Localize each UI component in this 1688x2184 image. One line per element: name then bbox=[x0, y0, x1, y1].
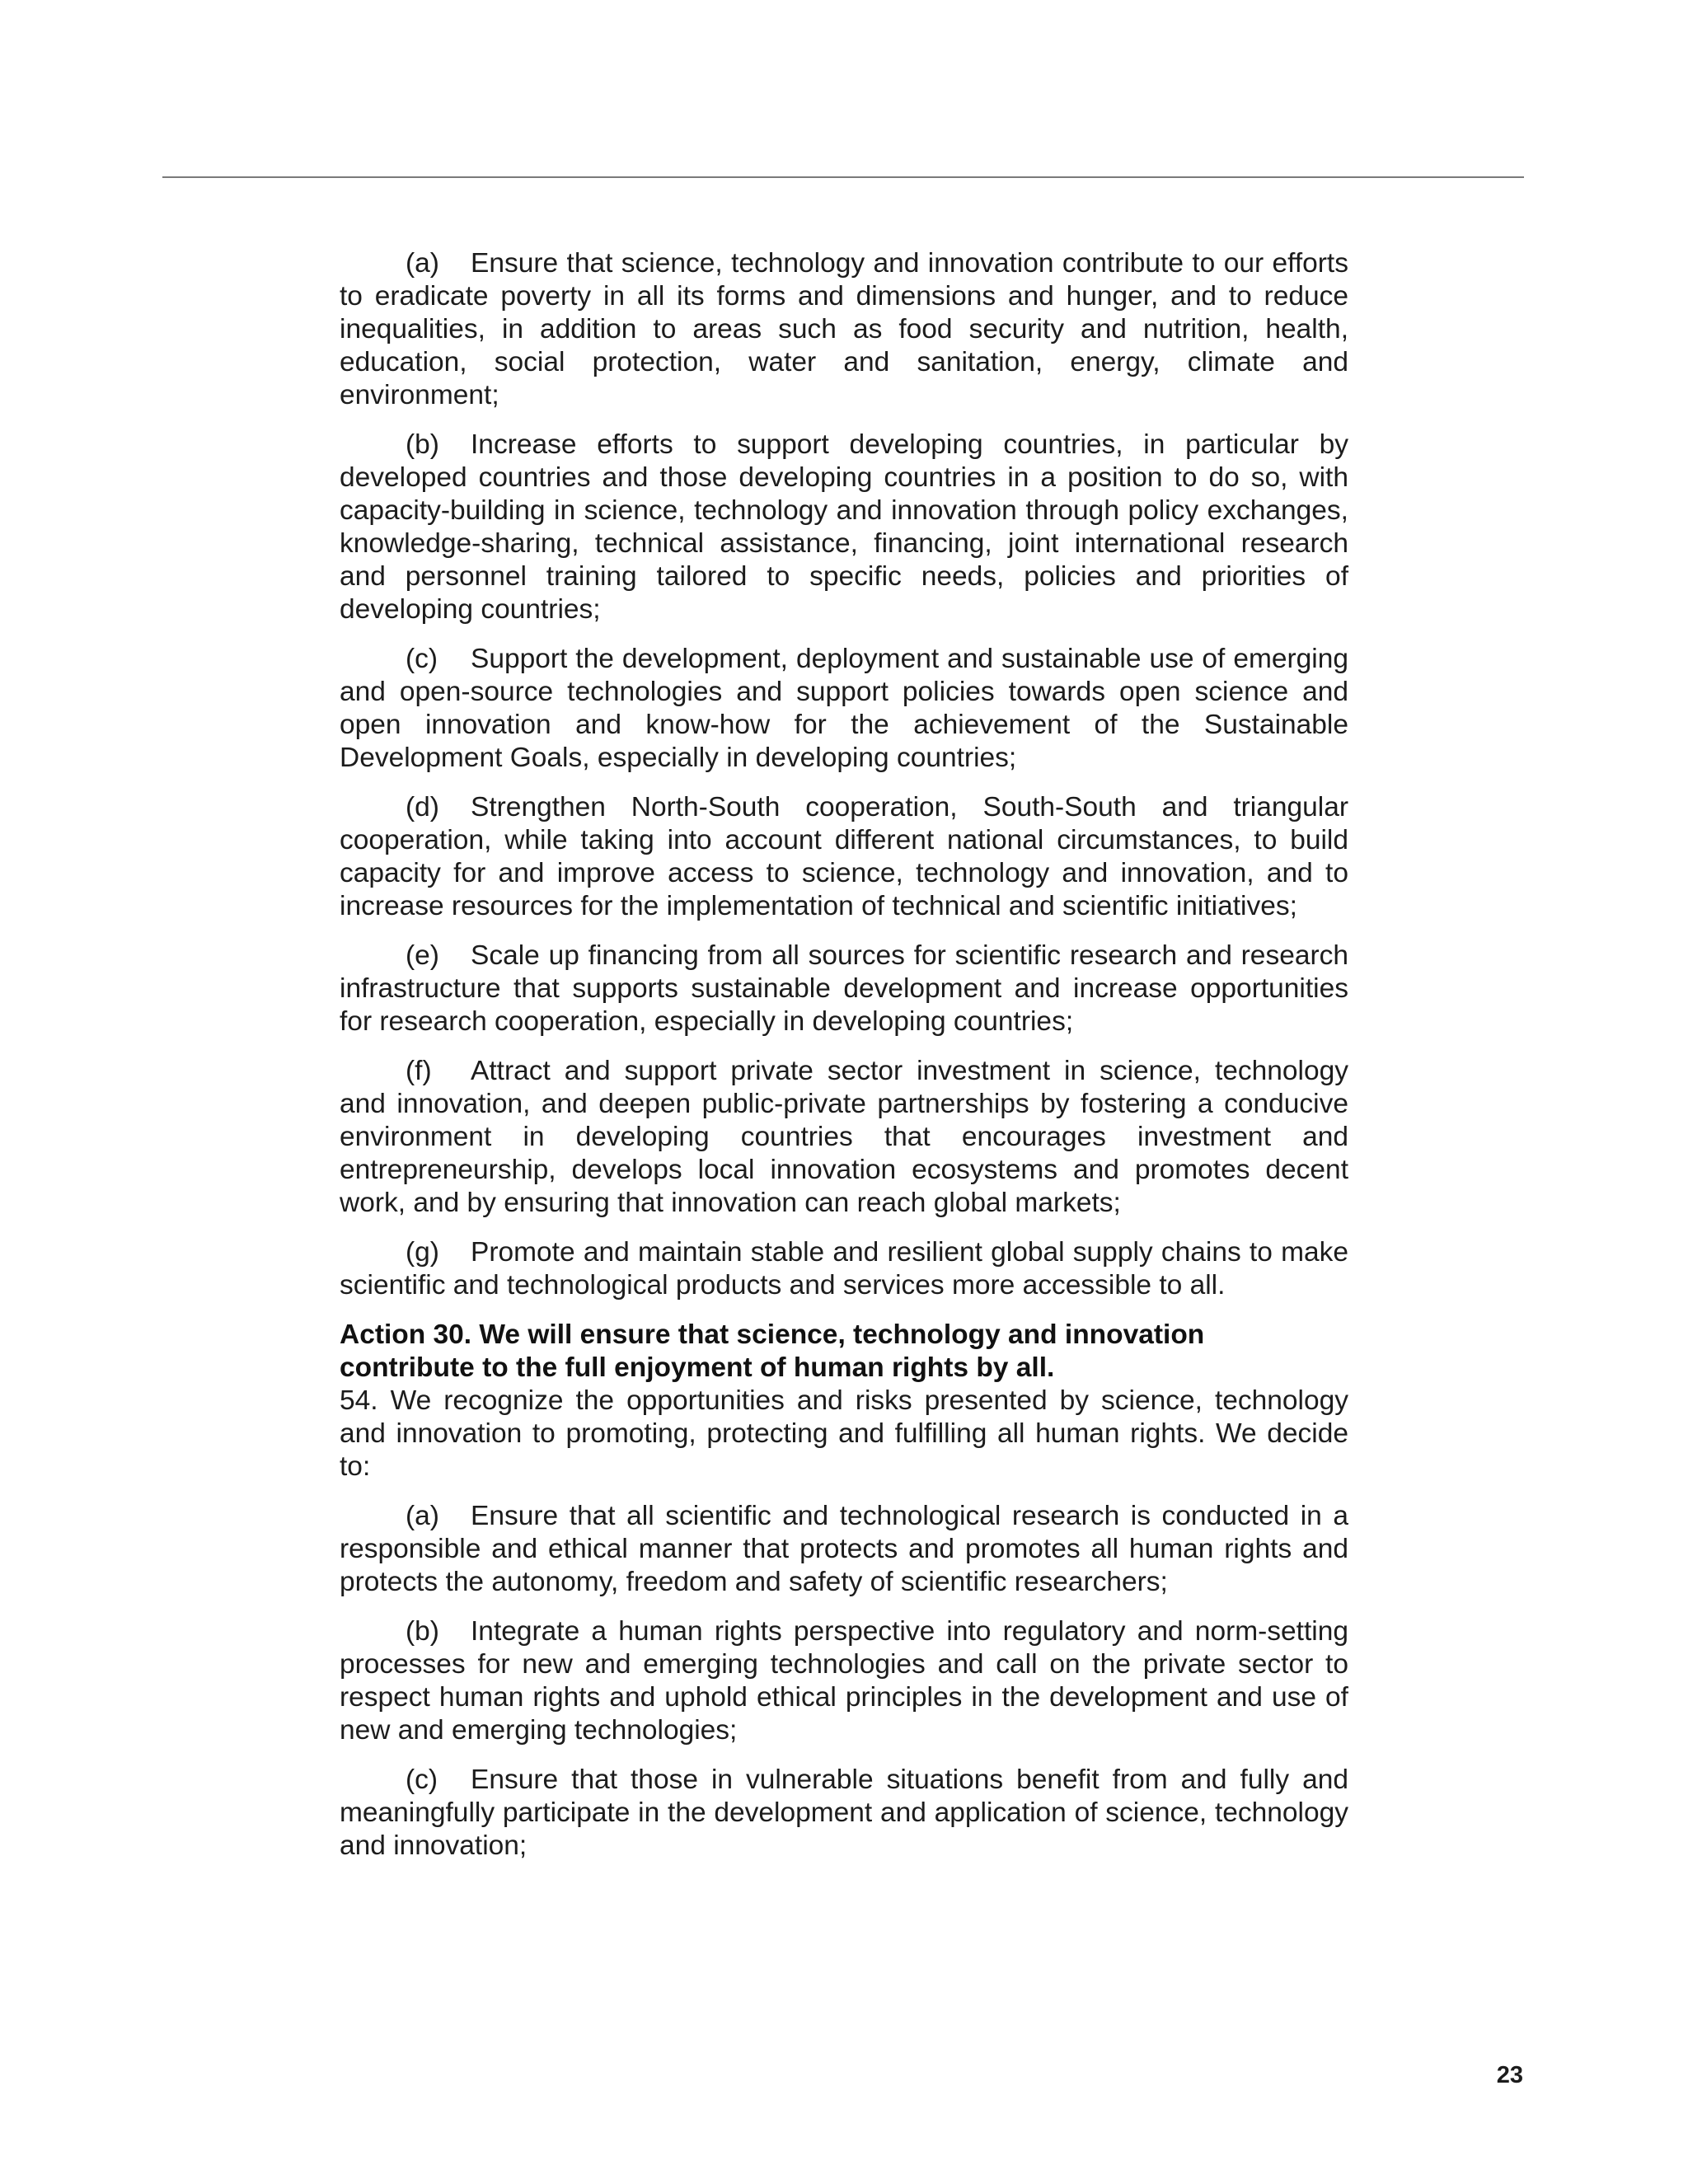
item-text: Integrate a human rights perspective into regulatory and norm-setting processes for new and emerging technologies and call on the private sector to respect human rights and uphold ethical principles in the development and use of new and emerging technologies; bbox=[340, 1616, 1348, 1746]
item-text: Attract and support private sector investment in science, technology and innovation, and deepen public-private partnerships by fostering a conducive environment in developing countries that encourages investment and entrepreneurship, develops local innovation ecosystems and promotes decent work, and by ensuring that innovation can reach global markets; bbox=[340, 1056, 1348, 1218]
action-heading bbox=[340, 1319, 1348, 1385]
item-text: Promote and maintain stable and resilient global supply chains to make scientific and technological products and services more accessible to all. bbox=[340, 1237, 1348, 1301]
list-item: (f) Attract and support private sector investment in science, technology and innovation, and deepen public-private partnerships by fostering a conducive environment in developing countries that encourages investment and entrepreneurship, develops local innovation ecosystems and promotes decent work, and by ensuring that innovation can reach global markets; bbox=[340, 1056, 1348, 1218]
item-text: Ensure that science, technology and innovation contribute to our efforts to eradicate poverty in all its forms and dimensions and hunger, and to reduce inequalities, in addition to areas such as food security and nutrition, health, education, social protection, water and sanitation, energy, climate and environment; bbox=[340, 248, 1348, 410]
list-item: (b) Integrate a human rights perspective into regulatory and norm-setting processes for new and emerging technologies and call on the private sector to respect human rights and uphold ethical principles in the development and use of new and emerging technologies; bbox=[340, 1616, 1348, 1746]
item-text: Ensure that all scientific and technological research is conducted in a responsible and ethical manner that protects and promotes all human rights and protects the autonomy, freedom and safety of scientific researchers; bbox=[340, 1501, 1348, 1597]
list-item: (g) Promote and maintain stable and resilient global supply chains to make scientific and technological products and services more accessible to all. bbox=[340, 1237, 1348, 1301]
page-number: 23 bbox=[1496, 2062, 1523, 2088]
document-body bbox=[340, 247, 1348, 1879]
item-text: Strengthen North-South cooperation, South-South and triangular cooperation, while taking into account different national circumstances, to build capacity for and improve access to science, technology and innovation, and to increase resources for the implementation of technical and scientific initiatives; bbox=[340, 792, 1348, 921]
item-text: Ensure that those in vulnerable situations benefit from and fully and meaningfully participate in the development and application of science, technology and innovation; bbox=[340, 1765, 1348, 1861]
numbered-paragraph: 54. We recognize the opportunities and risks presented by science, technology and innovation to promoting, protecting and fulfilling all human rights. We decide to: bbox=[340, 1385, 1348, 1482]
item-text: Support the development, deployment and sustainable use of emerging and open-source technologies and support policies towards open science and open innovation and know-how for the achievement of the Sustainable Development Goals, especially in developing countries; bbox=[340, 644, 1348, 773]
list-item: (c) Support the development, deployment and sustainable use of emerging and open-source technologies and support policies towards open science and open innovation and know-how for the achievement of the Sustainable Development Goals, especially in developing countries; bbox=[340, 644, 1348, 773]
list-item: (c) Ensure that those in vulnerable situations benefit from and fully and meaningfully participate in the development and application of science, technology and innovation; bbox=[340, 1765, 1348, 1861]
list-item: (e) Scale up financing from all sources for scientific research and research infrastructure that supports sustainable development and increase opportunities for research cooperation, especially in developing countries; bbox=[340, 940, 1348, 1037]
list-item: (a) Ensure that all scientific and technological research is conducted in a responsible and ethical manner that protects and promotes all human rights and protects the autonomy, freedom and safety of scientific researchers; bbox=[340, 1501, 1348, 1597]
header-rule bbox=[162, 176, 1524, 178]
item-text: Increase efforts to support developing countries, in particular by developed countries and those developing countries in a position to do so, with capacity-building in science, technology and innovation through policy exchanges, knowledge-sharing, technical assistance, financing, joint international research and personnel training tailored to specific needs, policies and priorities of developing countries; bbox=[340, 429, 1348, 625]
action-heading-line: contribute to the full enjoyment of human rights by all. bbox=[340, 1352, 1055, 1383]
list-item: (b) Increase efforts to support developing countries, in particular by developed countries and those developing countries in a position to do so, with capacity-building in science, technology and innovation through policy exchanges, knowledge-sharing, technical assistance, financing, joint international research and personnel training tailored to specific needs, policies and priorities of developing countries; bbox=[340, 429, 1348, 625]
action-heading-line: Action 30. We will ensure that science, technology and innovation bbox=[340, 1319, 1205, 1350]
list-item: (a) Ensure that science, technology and innovation contribute to our efforts to eradicate poverty in all its forms and dimensions and hunger, and to reduce inequalities, in addition to areas such as food security and nutrition, health, education, social protection, water and sanitation, energy, climate and environment; bbox=[340, 248, 1348, 410]
item-text: Scale up financing from all sources for scientific research and research infrastructure that supports sustainable development and increase opportunities for research cooperation, especially in developing countries; bbox=[340, 940, 1348, 1037]
list-item: (d) Strengthen North-South cooperation, South-South and triangular cooperation, while taking into account different national circumstances, to build capacity for and improve access to science, technology and innovation, and to increase resources for the implementation of technical and scientific initiatives; bbox=[340, 792, 1348, 921]
